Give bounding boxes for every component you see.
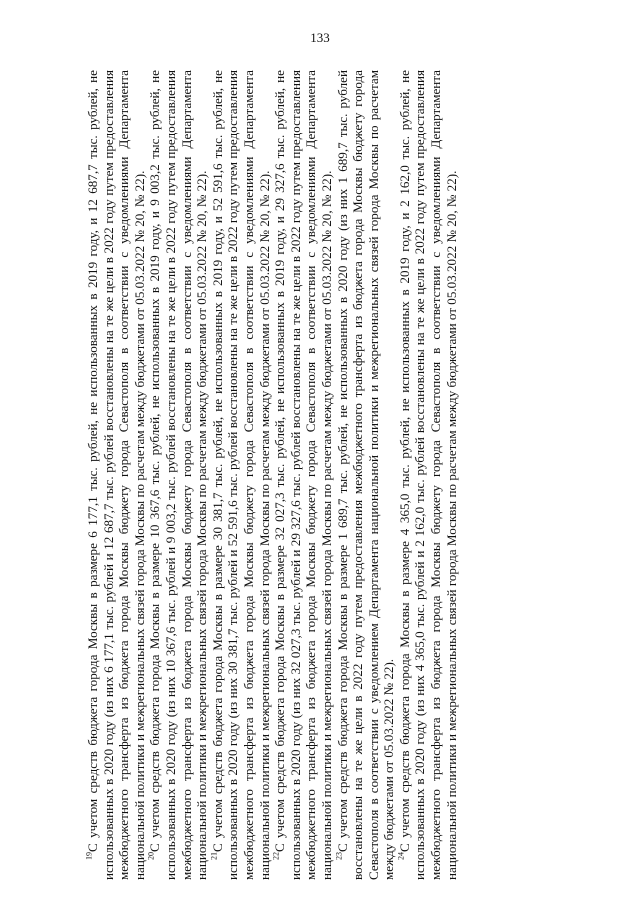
- footnote-19: [85, 70, 147, 880]
- page-number: 133: [310, 30, 330, 45]
- footnote-mark: 19: [84, 852, 94, 860]
- rotated-content: [85, 70, 555, 880]
- footnote-text: С учетом средств бюджета города Москвы в размере 1 689,7 тыс. рублей, не использованных в 2020 году (из них 1 689,7 тыс. рублей восстановлены на те же цели в 2022 году путем предоставления межбюджетного трансферта из бюджета города Москвы бюджету города Севастополя в соответствии с уведомлением Департамента национальной политики и межрегиональных связей города Москвы по расчетам между бюджетами от 05.03.2022 № 22).: [334, 70, 397, 880]
- footnote-23: [335, 70, 397, 880]
- footnote-22: [272, 70, 334, 880]
- footnote-text: С учетом средств бюджета города Москвы в размере 30 381,7 тыс. рублей, не использованных в 2019 году, и 52 591,6 тыс. рублей, не использованных в 2020 году (из них 30 381,7 тыс. рублей и 52 591,6 тыс. рублей восстановлены на те же цели в 2022 году путем предоставления межбюджетного трансферта из бюджета города Москвы бюджету города Севастополя в соответствии с уведомлениями Департамента национальной политики и межрегиональных связей города Москвы по расчетам между бюджетами от 05.03.2022 № 20, № 22).: [209, 70, 272, 880]
- footnote-21: [210, 70, 272, 880]
- footnote-mark: 22: [271, 852, 281, 860]
- footnote-mark: 20: [147, 852, 157, 860]
- footnote-20: [147, 70, 209, 880]
- footnotes-block: [85, 70, 555, 880]
- footnote-24: [397, 70, 459, 880]
- footnote-text: С учетом средств бюджета города Москвы в размере 6 177,1 тыс. рублей, не использованных в 2019 году, и 12 687,7 тыс. рублей, не использованных в 2020 году (из них 6 177,1 тыс. рублей и 12 687,7 тыс. рублей восстановлены на те же цели в 2022 году путем предоставления межбюджетного трансферта из бюджета города Москвы бюджету города Севастополя в соответствии с уведомлениями Департамента национальной политики и межрегиональных связей города Москвы по расчетам между бюджетами от 05.03.2022 № 20, № 22).: [85, 70, 147, 880]
- footnote-text: С учетом средств бюджета города Москвы в размере 32 027,3 тыс. рублей, не использованных в 2019 году, и 29 327,6 тыс. рублей, не использованных в 2020 году (из них 32 027,3 тыс. рублей и 29 327,6 тыс. рублей восстановлены на те же цели в 2022 году путем предоставления межбюджетного трансферта из бюджета города Москвы бюджету города Севастополя в соответствии с уведомлениями Департамента национальной политики и межрегиональных связей города Москвы по расчетам между бюджетами от 05.03.2022 № 20, № 22).: [272, 70, 334, 880]
- footnote-mark: 24: [396, 852, 406, 860]
- footnote-mark: 23: [334, 852, 344, 860]
- footnote-mark: 21: [209, 852, 219, 860]
- footnote-text: С учетом средств бюджета города Москвы в размере 4 365,0 тыс. рублей, не использованных в 2019 году, и 2 162,0 тыс. рублей, не использованных в 2020 году (из них 4 365,0 тыс. рублей и 2 162,0 тыс. рублей восстановлены на те же цели в 2022 году путем предоставления межбюджетного трансферта из бюджета города Москвы бюджету города Севастополя в соответствии с уведомлениями Департамента национальной политики и межрегиональных связей города Москвы по расчетам между бюджетами от 05.03.2022 № 20, № 22).: [396, 70, 459, 880]
- footnote-text: С учетом средств бюджета города Москвы в размере 10 367,6 тыс. рублей, не использованных в 2019 году, и 9 003,2 тыс. рублей, не использованных в 2020 году (из них 10 367,6 тыс. рублей и 9 003,2 тыс. рублей восстановлены на те же цели в 2022 году путем предоставления межбюджетного трансферта из бюджета города Москвы бюджету города Севастополя в соответствии с уведомлениями Департамента национальной политики и межрегиональных связей города Москвы по расчетам между бюджетами от 05.03.2022 № 20, № 22).: [147, 70, 210, 880]
